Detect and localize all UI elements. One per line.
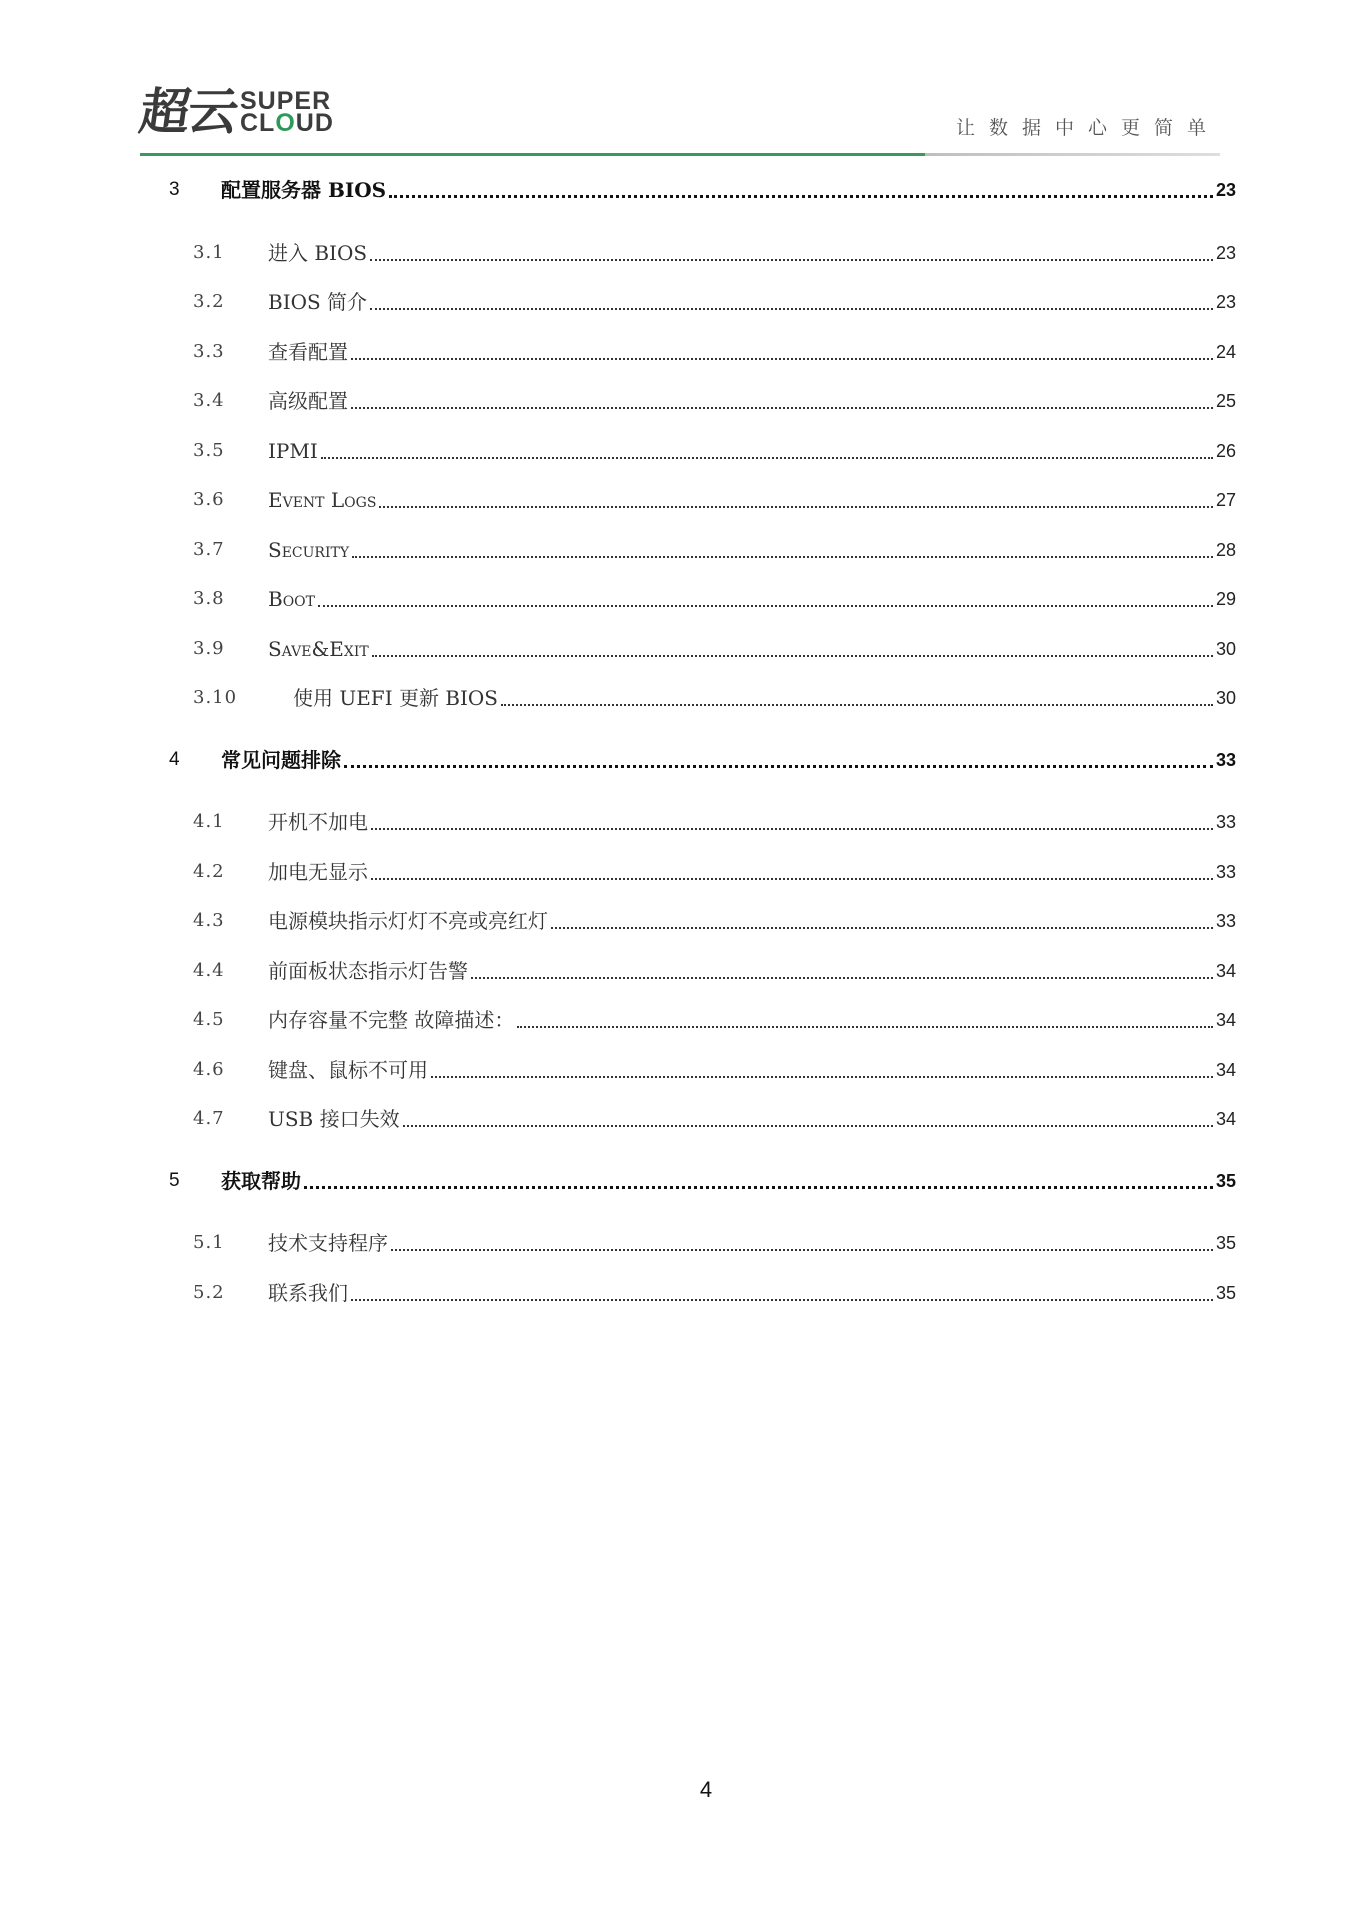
toc-chapter-entry[interactable] [0, 745, 1360, 775]
toc-dot-leader [431, 1076, 1213, 1078]
toc-entry-line [268, 337, 1236, 367]
toc-entry-page: 24 [1215, 341, 1236, 362]
toc-section-entry[interactable] [0, 857, 1360, 887]
toc-entry-number: 4.2 [193, 860, 225, 882]
toc-section-entry[interactable] [0, 238, 1360, 268]
toc-dot-leader [371, 828, 1213, 830]
toc-entry-title: 电源模块指示灯灯不亮或亮红灯 [268, 909, 548, 933]
toc-section-entry[interactable] [0, 956, 1360, 986]
header-slogan: 让数据中心更简单 [955, 117, 1220, 139]
toc-entry-title: 配置服务器 BIOS [221, 178, 387, 202]
toc-entry-title: Boot [268, 587, 315, 611]
toc-entry-line [268, 287, 1236, 317]
toc-entry-title: USB 接口失效 [268, 1107, 400, 1131]
toc-entry-number: 3.2 [193, 291, 225, 312]
toc-entry-line [293, 683, 1236, 713]
toc-entry-page: 30 [1215, 638, 1236, 659]
toc-entry-line [268, 436, 1236, 466]
toc-entry-line [221, 1166, 1236, 1196]
toc-entry-page: 34 [1215, 960, 1236, 981]
toc-entry-page: 35 [1215, 1282, 1236, 1303]
toc-entry-line [268, 1228, 1236, 1258]
page-number: 4 [699, 1777, 713, 1802]
toc-entry-title: 高级配置 [268, 389, 348, 413]
toc-dot-leader [501, 704, 1213, 706]
toc-chapter-entry[interactable] [0, 175, 1360, 205]
header-green-rule [140, 153, 925, 156]
toc-entry-title: 开机不加电 [268, 810, 368, 834]
toc-dot-leader [391, 1249, 1213, 1251]
toc-entry-number: 3.8 [193, 588, 225, 609]
toc-dot-leader [370, 259, 1213, 261]
toc-dot-leader [517, 1026, 1213, 1028]
toc-entry-title: 联系我们 [268, 1280, 348, 1305]
logo-english-text [240, 87, 334, 137]
toc-entry-page: 23 [1215, 292, 1236, 312]
toc-dot-leader [551, 927, 1213, 929]
toc-entry-title: 进入 BIOS [268, 240, 368, 265]
toc-entry-page: 25 [1215, 391, 1236, 411]
toc-dot-leader [389, 195, 1213, 198]
toc-section-entry[interactable] [0, 807, 1360, 837]
toc-dot-leader [471, 977, 1213, 979]
logo-chinese-text: 超云 [135, 83, 241, 141]
toc-entry-line [268, 238, 1236, 268]
toc-entry-line [268, 1005, 1236, 1035]
toc-entry-number: 3.4 [193, 390, 225, 411]
toc-entry-page: 34 [1215, 1010, 1236, 1030]
toc-entry-number: 4.3 [193, 910, 225, 931]
toc-entry-title: 技术支持程序 [268, 1231, 388, 1255]
toc-section-entry[interactable] [0, 1278, 1360, 1308]
toc-entry-number: 4.4 [193, 959, 225, 981]
toc-entry-title: Security [268, 537, 350, 562]
toc-entry-page: 28 [1215, 539, 1236, 560]
toc-section-entry[interactable] [0, 1055, 1360, 1085]
toc-dot-leader [352, 556, 1213, 558]
toc-entry-page: 27 [1215, 490, 1236, 510]
toc-entry-page: 34 [1215, 1109, 1236, 1129]
header-gray-rule [925, 153, 1220, 156]
toc-section-entry[interactable] [0, 1005, 1360, 1035]
toc-entry-number: 4.1 [193, 811, 225, 832]
toc-entry-title: Event Logs [268, 488, 377, 512]
toc-entry-page: 35 [1215, 1170, 1236, 1191]
toc-entry-page: 33 [1215, 749, 1236, 770]
toc-entry-number: 5.2 [193, 1281, 225, 1303]
page-header [0, 0, 1360, 170]
toc-dot-leader [321, 457, 1213, 459]
toc-entry-line [268, 1278, 1236, 1308]
toc-dot-leader [351, 1299, 1213, 1301]
toc-section-entry[interactable] [0, 683, 1360, 713]
logo-english-line2-a: CL [240, 109, 276, 137]
toc-entry-title: 查看配置 [268, 339, 348, 364]
toc-entry-number: 3.9 [193, 637, 225, 659]
toc-entry-title: IPMI [268, 438, 318, 463]
toc-entry-number: 4.5 [193, 1009, 225, 1030]
toc-dot-leader [379, 506, 1213, 508]
toc-entry-line [268, 386, 1236, 416]
toc-entry-line [268, 906, 1236, 936]
toc-dot-leader [318, 605, 1213, 607]
toc-entry-number: 3 [169, 179, 181, 200]
toc-section-entry[interactable] [0, 287, 1360, 317]
toc-entry-number: 5.1 [193, 1232, 225, 1253]
toc-entry-number: 3.6 [193, 489, 225, 510]
toc-entry-line [268, 1055, 1236, 1085]
toc-entry-page: 29 [1215, 589, 1236, 609]
toc-entry-line [268, 956, 1236, 986]
toc-entry-number: 3.10 [193, 687, 238, 708]
toc-chapter-entry[interactable] [0, 1166, 1360, 1196]
toc-entry-line [221, 175, 1236, 205]
toc-entry-number: 3.7 [193, 538, 225, 560]
toc-entry-line [268, 485, 1236, 515]
toc-entry-page: 35 [1215, 1233, 1236, 1253]
toc-entry-page: 34 [1215, 1059, 1236, 1080]
toc-section-entry[interactable] [0, 535, 1360, 565]
toc-dot-leader [372, 655, 1213, 657]
toc-entry-line [268, 535, 1236, 565]
toc-entry-title: 加电无显示 [268, 859, 368, 884]
toc-entry-number: 4 [169, 748, 181, 770]
toc-entry-number: 3.5 [193, 439, 225, 461]
toc-entry-title: 键盘、鼠标不可用 [268, 1057, 428, 1082]
toc-section-entry[interactable] [0, 1228, 1360, 1258]
toc-entry-line [268, 584, 1236, 614]
toc-entry-line [268, 1104, 1236, 1134]
toc-entry-page: 33 [1215, 861, 1236, 882]
toc-entry-page: 23 [1215, 242, 1236, 263]
toc-entry-page: 26 [1215, 440, 1236, 461]
toc-section-entry[interactable] [0, 436, 1360, 466]
toc-entry-number: 3.1 [193, 241, 225, 263]
toc-dot-leader [351, 358, 1213, 360]
toc-section-entry[interactable] [0, 337, 1360, 367]
toc-entry-title: 常见问题排除 [221, 747, 341, 772]
toc-entry-title: 内存容量不完整 故障描述： [268, 1008, 515, 1032]
toc-dot-leader [304, 1186, 1213, 1189]
logo-english-line2-o: O [275, 109, 296, 137]
toc-entry-number: 5 [169, 1169, 181, 1191]
toc-dot-leader [370, 308, 1213, 310]
toc-section-entry[interactable] [0, 906, 1360, 936]
toc-section-entry[interactable] [0, 386, 1360, 416]
toc-dot-leader [344, 765, 1213, 768]
toc-section-entry[interactable] [0, 634, 1360, 664]
toc-entry-number: 3.3 [193, 340, 225, 362]
toc-entry-title: Save&Exit [268, 636, 369, 661]
toc-entry-line [268, 807, 1236, 837]
toc-entry-line [268, 634, 1236, 664]
toc-entry-title: BIOS 简介 [268, 290, 368, 314]
toc-dot-leader [403, 1125, 1213, 1127]
logo-english-line2 [240, 109, 334, 137]
toc-entry-page: 33 [1215, 911, 1236, 931]
toc-section-entry[interactable] [0, 1104, 1360, 1134]
toc-entry-line [221, 745, 1236, 775]
toc-entry-page: 30 [1215, 688, 1236, 708]
toc-entry-title: 使用 UEFI 更新 BIOS [293, 686, 498, 710]
toc-entry-page: 23 [1215, 180, 1236, 200]
toc-section-entry[interactable] [0, 485, 1360, 515]
toc-entry-line [268, 857, 1236, 887]
toc-entry-title: 获取帮助 [221, 1168, 301, 1193]
toc-section-entry[interactable] [0, 584, 1360, 614]
logo-english-line1: SUPER [240, 87, 332, 115]
supercloud-logo [135, 82, 334, 142]
toc-dot-leader [371, 878, 1213, 880]
toc-entry-number: 4.7 [193, 1108, 225, 1129]
toc-entry-number: 4.6 [193, 1058, 225, 1080]
toc-entry-page: 33 [1215, 812, 1236, 832]
toc-entry-title: 前面板状态指示灯告警 [268, 958, 468, 983]
logo-english-line2-b: UD [295, 109, 334, 137]
toc-dot-leader [351, 407, 1213, 409]
